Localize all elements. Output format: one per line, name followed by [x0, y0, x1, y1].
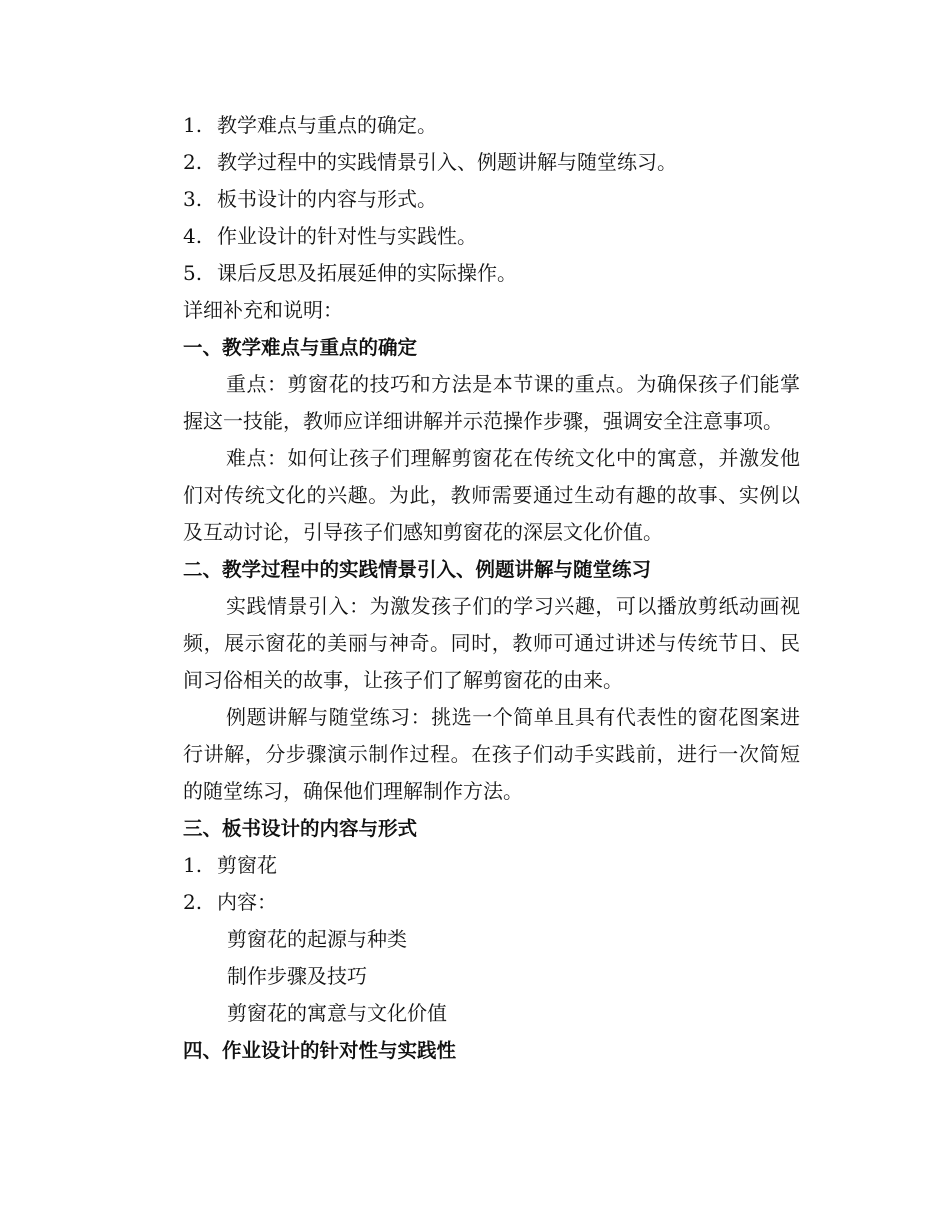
paragraph-line: 频，展示窗花的美丽与神奇。同时，教师可通过讲述与传统节日、民: [183, 631, 800, 655]
paragraph-line: 难点：如何让孩子们理解剪窗花在传统文化中的寓意，并激发他: [226, 446, 800, 470]
section-heading-1: 一、教学难点与重点的确定: [183, 336, 418, 359]
list-number: 3.: [183, 187, 203, 211]
board-subitem-2: 制作步骤及技巧: [227, 964, 367, 988]
list-text: 板书设计的内容与形式。: [217, 187, 437, 211]
list-number: 1.: [183, 853, 203, 877]
paragraph-line: 实践情景引入：为激发孩子们的学习兴趣，可以播放剪纸动画视: [226, 594, 800, 618]
paragraph-example: [140, 699, 800, 810]
outline-item-5: [140, 255, 800, 292]
list-text: 内容：: [217, 890, 277, 914]
paragraph-line: 例题讲解与随堂练习：挑选一个简单且具有代表性的窗花图案进: [226, 705, 800, 729]
outline-item-4: [140, 218, 800, 255]
outline-item-2: [140, 144, 800, 181]
document-page: [140, 107, 800, 1069]
paragraph-scenario: [140, 588, 800, 699]
list-text: 教学难点与重点的确定。: [217, 113, 437, 137]
intro-text: 详细补充和说明：: [183, 298, 343, 322]
paragraph-line: 重点：剪窗花的技巧和方法是本节课的重点。为确保孩子们能掌: [226, 372, 800, 396]
list-number: 4.: [183, 224, 203, 248]
board-item-1: [140, 847, 800, 884]
board-subitem-3: 剪窗花的寓意与文化价值: [227, 1001, 447, 1025]
outline-item-3: [140, 181, 800, 218]
paragraph-line: 们对传统文化的兴趣。为此，教师需要通过生动有趣的故事、实例以: [183, 483, 800, 507]
section-heading-2: 二、教学过程中的实践情景引入、例题讲解与随堂练习: [183, 558, 652, 581]
paragraph-key-point: [140, 366, 800, 440]
paragraph-line: 的随堂练习，确保他们理解制作方法。: [183, 779, 523, 803]
list-number: 2.: [183, 890, 203, 914]
section-heading-3: 三、板书设计的内容与形式: [183, 817, 418, 840]
board-subitem-1: 剪窗花的起源与种类: [227, 927, 407, 951]
paragraph-line: 握这一技能，教师应详细讲解并示范操作步骤，强调安全注意事项。: [183, 409, 783, 433]
list-text: 作业设计的针对性与实践性。: [217, 224, 477, 248]
section-heading-4: 四、作业设计的针对性与实践性: [183, 1039, 457, 1062]
outline-item-1: [140, 107, 800, 144]
list-text: 教学过程中的实践情景引入、例题讲解与随堂练习。: [217, 150, 677, 174]
list-text: 剪窗花: [217, 853, 277, 877]
list-number: 2.: [183, 150, 203, 174]
list-number: 1.: [183, 113, 203, 137]
paragraph-line: 及互动讨论，引导孩子们感知剪窗花的深层文化价值。: [183, 520, 663, 544]
paragraph-line: 行讲解，分步骤演示制作过程。在孩子们动手实践前，进行一次简短: [183, 742, 800, 766]
list-text: 课后反思及拓展延伸的实际操作。: [217, 261, 517, 285]
paragraph-difficulty: [140, 440, 800, 551]
board-item-2: [140, 884, 800, 921]
paragraph-line: 间习俗相关的故事，让孩子们了解剪窗花的由来。: [183, 668, 623, 692]
list-number: 5.: [183, 261, 203, 285]
